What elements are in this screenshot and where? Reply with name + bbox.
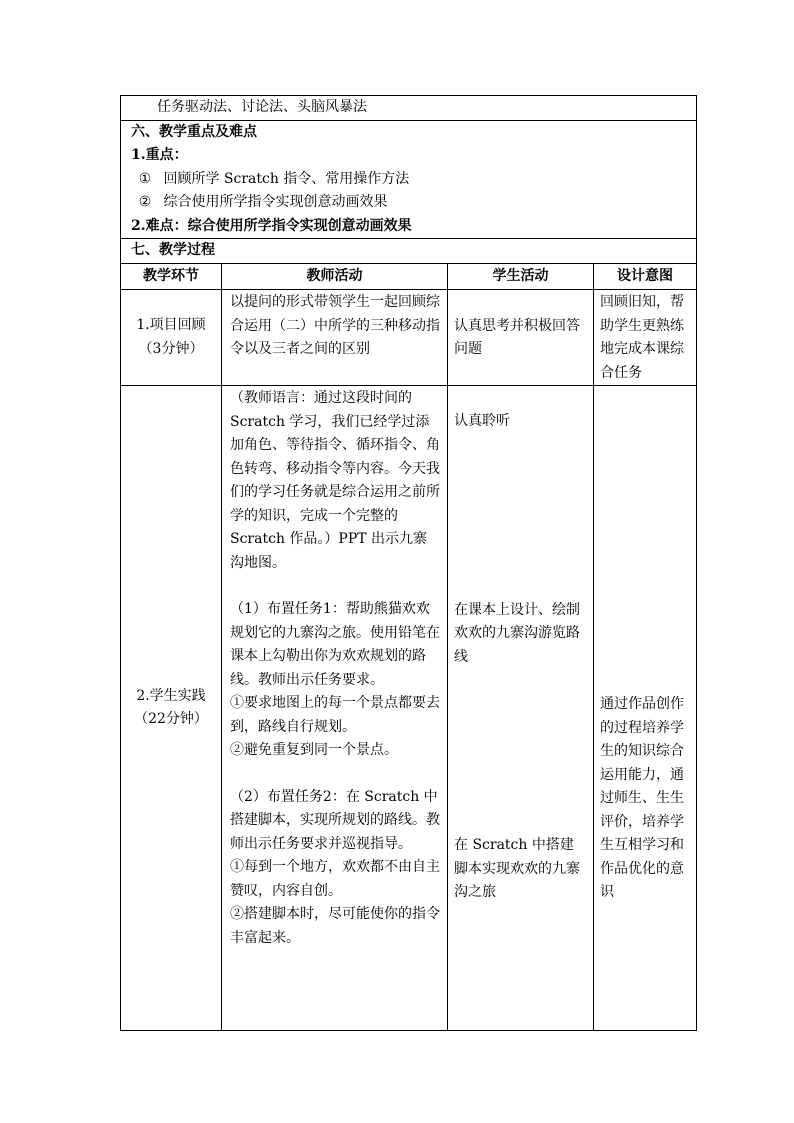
item-marker: ①	[138, 170, 152, 187]
design-intent: 回顾旧知，帮助学生更熟练地完成本课综合任务	[600, 294, 684, 381]
key-point-text: 综合使用所学指令实现创意动画效果	[163, 194, 388, 210]
key-point-item	[131, 191, 688, 215]
teaching-methods: 任务驱动法、讨论法、头脑风暴法	[157, 99, 367, 115]
table-header-row	[121, 263, 697, 290]
col-header-teacher: 教师活动	[222, 263, 448, 290]
task2-description: （2）布置任务2：在 Scratch 中搭建脚本，实现所规划的路线。教师出示任务要求并巡视指导。	[230, 788, 440, 852]
student-activity: 认真思考并积极回答问题	[454, 317, 580, 357]
design-intent: 通过作品创作的过程培养学生的知识综合运用能力，通过师生、生生评价，培养学生互相学习和作品优化的意识	[600, 696, 684, 900]
student-listen: 认真聆听	[454, 413, 510, 429]
table-row	[121, 386, 697, 1031]
student-task1: 在课本上设计、绘制欢欢的九寨沟游览路线	[454, 601, 580, 665]
lesson-plan-table	[120, 95, 697, 1031]
student-task2: 在 Scratch 中搭建脚本实现欢欢的九寨沟之旅	[454, 837, 580, 900]
stage-name: 1.项目回顾	[136, 317, 206, 333]
teacher-activity: 以提问的形式带领学生一起回顾综合运用（二）中所学的三种移动指令以及三者之间的区别	[230, 294, 440, 357]
task1-requirement: ②避免重复到同一个景点。	[230, 742, 398, 758]
task1-requirement: ①要求地图上的每一个景点都要去到，路线自行规划。	[230, 695, 440, 735]
methods-row	[121, 96, 697, 121]
col-header-intent: 设计意图	[594, 263, 697, 290]
section6-row	[121, 120, 697, 239]
task2-requirement: ①每到一个地方，欢欢都不由自主赞叹，内容自创。	[230, 859, 440, 899]
key-point-text: 回顾所学 Scratch 指令、常用操作方法	[163, 170, 410, 187]
key-point-item	[131, 168, 688, 192]
stage-name: 2.学生实践	[136, 687, 206, 704]
section6-heading: 六、教学重点及难点	[131, 123, 257, 140]
task2-requirement: ②搭建脚本时，尽可能使你的指令丰富起来。	[230, 906, 440, 946]
col-header-student: 学生活动	[448, 263, 594, 290]
task1-description: （1）布置任务1：帮助熊猫欢欢规划它的九寨沟之旅。使用铅笔在课本上勾勒出你为欢欢规划的路线。教师出示任务要求。	[230, 601, 440, 688]
stage-time: （3分钟）	[138, 340, 204, 357]
lesson-plan-document	[120, 95, 696, 1031]
teacher-intro: （教师语言：通过这段时间的 Scratch 学习，我们已经学过添加角色、等待指令、循环指令、角色转弯、移动指令等内容。今天我们的学习任务就是综合运用之前所学的知识，完成一个完整的 Scratch 作品。）PPT 出示九寨沟地图。	[230, 390, 440, 571]
difficulty-text: 2.难点：综合使用所学指令实现创意动画效果	[131, 217, 412, 234]
col-header-stage: 教学环节	[121, 263, 222, 290]
key-points-label: 1.重点：	[131, 147, 188, 163]
section7-row	[121, 239, 697, 264]
table-row	[121, 290, 697, 386]
stage-time: （22分钟）	[134, 711, 208, 727]
difficulty-point	[131, 215, 688, 239]
section7-heading: 七、教学过程	[131, 242, 215, 258]
item-marker: ②	[138, 194, 152, 210]
